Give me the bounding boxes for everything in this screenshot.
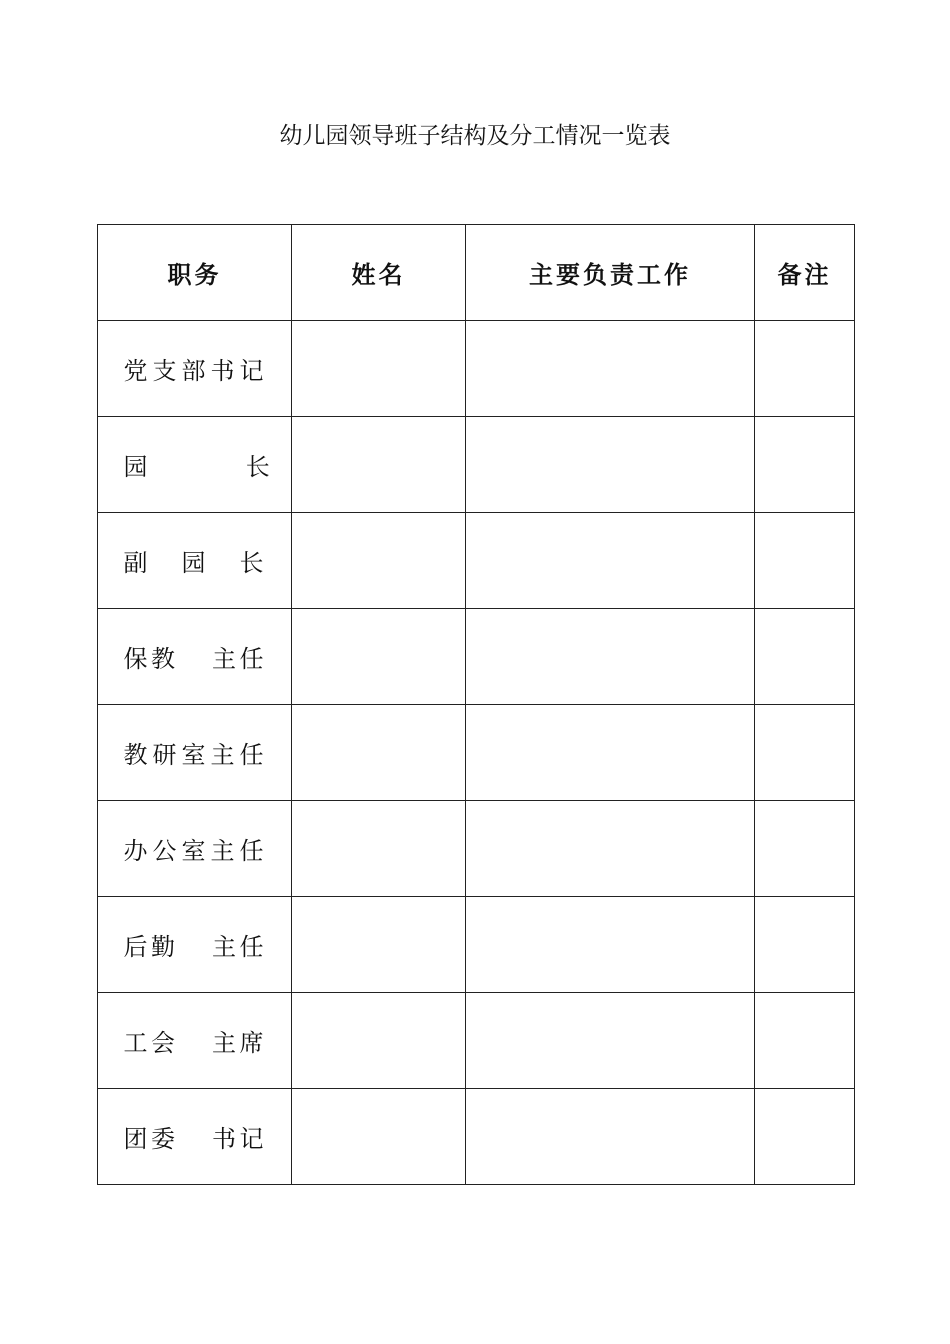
role-cell: [98, 321, 292, 417]
duties-cell[interactable]: [466, 513, 755, 609]
page-title: 幼儿园领导班子结构及分工情况一览表: [279, 123, 671, 149]
notes-cell[interactable]: [755, 321, 855, 417]
notes-cell[interactable]: [755, 705, 855, 801]
duties-cell[interactable]: [466, 993, 755, 1089]
table-row: [98, 993, 855, 1089]
header-role: 职务: [98, 225, 292, 321]
notes-cell[interactable]: [755, 1089, 855, 1185]
table-row: [98, 513, 855, 609]
role-label: 园 长: [123, 453, 272, 481]
role-cell: [98, 417, 292, 513]
table-row: [98, 801, 855, 897]
role-label: 工会 主席: [123, 1029, 266, 1057]
role-cell: [98, 609, 292, 705]
notes-cell[interactable]: [755, 993, 855, 1089]
header-duties: 主要负责工作: [466, 225, 755, 321]
role-cell: [98, 801, 292, 897]
name-cell[interactable]: [292, 513, 466, 609]
duties-cell[interactable]: [466, 321, 755, 417]
role-label: 办公室主任: [123, 837, 266, 865]
role-cell: [98, 513, 292, 609]
role-label: 党支部书记: [123, 357, 266, 385]
name-cell[interactable]: [292, 417, 466, 513]
name-cell[interactable]: [292, 897, 466, 993]
table-row: [98, 321, 855, 417]
duties-cell[interactable]: [466, 897, 755, 993]
header-name: 姓名: [292, 225, 466, 321]
name-cell[interactable]: [292, 609, 466, 705]
name-cell[interactable]: [292, 993, 466, 1089]
name-cell[interactable]: [292, 321, 466, 417]
role-cell: [98, 993, 292, 1089]
duties-cell[interactable]: [466, 1089, 755, 1185]
duties-cell[interactable]: [466, 705, 755, 801]
role-cell: [98, 897, 292, 993]
role-label: 后勤 主任: [123, 933, 266, 961]
duties-cell[interactable]: [466, 417, 755, 513]
notes-cell[interactable]: [755, 801, 855, 897]
role-label: 保教 主任: [123, 645, 266, 673]
table-row: [98, 705, 855, 801]
name-cell[interactable]: [292, 705, 466, 801]
leadership-table: [97, 224, 855, 1185]
role-label: 教研室主任: [123, 741, 266, 769]
name-cell[interactable]: [292, 801, 466, 897]
notes-cell[interactable]: [755, 513, 855, 609]
name-cell[interactable]: [292, 1089, 466, 1185]
notes-cell[interactable]: [755, 609, 855, 705]
notes-cell[interactable]: [755, 417, 855, 513]
table-row: [98, 417, 855, 513]
role-cell: [98, 705, 292, 801]
duties-cell[interactable]: [466, 801, 755, 897]
notes-cell[interactable]: [755, 897, 855, 993]
role-label: 团委 书记: [123, 1125, 266, 1153]
table-row: [98, 1089, 855, 1185]
duties-cell[interactable]: [466, 609, 755, 705]
role-cell: [98, 1089, 292, 1185]
table-row: [98, 897, 855, 993]
table-row: [98, 609, 855, 705]
header-notes: 备注: [755, 225, 855, 321]
role-label: 副 园 长: [123, 549, 266, 577]
table-header-row: [98, 225, 855, 321]
